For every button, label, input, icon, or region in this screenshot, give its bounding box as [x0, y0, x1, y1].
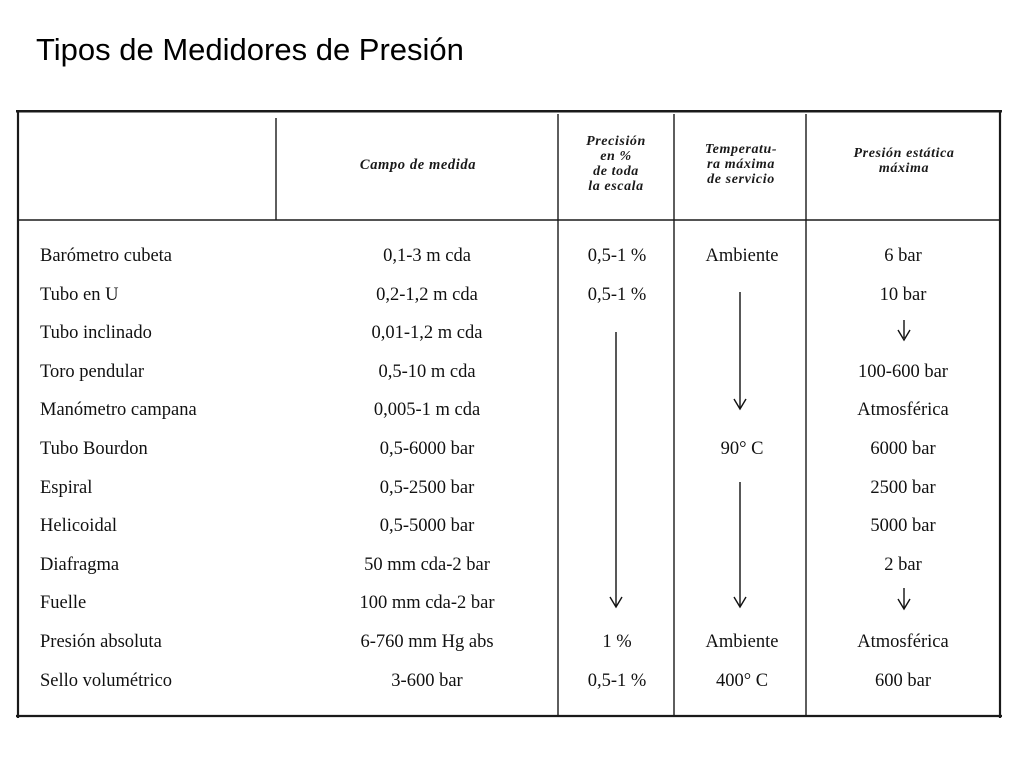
max-static-pressure: 10 bar — [879, 284, 927, 305]
precision-value: 1 % — [602, 632, 632, 652]
header-presion: Presión estática máxima — [853, 146, 955, 176]
instrument-name: Diafragma — [40, 554, 120, 575]
page-title: Tipos de Medidores de Presión — [36, 32, 464, 67]
down-arrow-icon — [734, 482, 746, 607]
max-static-pressure: 6000 bar — [870, 439, 936, 459]
max-temperature: Ambiente — [705, 246, 779, 266]
measurement-range: 0,1-3 m cda — [383, 246, 471, 266]
instrument-name: Fuelle — [40, 593, 87, 614]
measurement-range: 0,5-2500 bar — [379, 477, 475, 498]
precision-value: 0,5-1 % — [587, 284, 647, 305]
instrument-name: Sello volumétrico — [40, 670, 173, 691]
down-arrow-icon — [898, 320, 910, 340]
max-static-pressure: 2 bar — [884, 554, 922, 575]
max-temperature: Ambiente — [705, 632, 779, 652]
max-static-pressure: 5000 bar — [870, 516, 936, 537]
measurement-range: 0,5-10 m cda — [378, 361, 476, 382]
down-arrow-icon — [734, 292, 746, 409]
measurement-range: 0,5-5000 bar — [379, 516, 475, 537]
max-static-pressure: Atmosférica — [857, 400, 949, 421]
measurement-range: 6-760 mm Hg abs — [360, 632, 494, 652]
measurement-range: 0,5-6000 bar — [379, 439, 475, 459]
instrument-name: Helicoidal — [40, 516, 118, 537]
measurement-range: 0,2-1,2 m cda — [376, 284, 478, 305]
instrument-name: Toro pendular — [40, 361, 145, 382]
max-static-pressure: 2500 bar — [870, 477, 936, 498]
header-campo: Campo de medida — [359, 157, 477, 173]
header-temperatura: Temperatu- ra máxima de servicio — [704, 142, 778, 187]
instrument-name: Manómetro campana — [40, 400, 197, 421]
max-static-pressure: 100-600 bar — [858, 361, 948, 382]
max-static-pressure: Atmosférica — [857, 632, 949, 652]
instrument-name: Tubo Bourdon — [40, 439, 148, 459]
measurement-range: 3-600 bar — [391, 670, 463, 691]
max-static-pressure: 600 bar — [875, 670, 931, 691]
instrument-name: Barómetro cubeta — [40, 246, 173, 266]
measurement-range: 50 mm cda-2 bar — [364, 554, 490, 575]
measurement-range: 100 mm cda-2 bar — [359, 593, 495, 614]
down-arrow-icon — [898, 588, 910, 609]
precision-value: 0,5-1 % — [587, 246, 647, 266]
pressure-gauge-table — [16, 110, 1002, 718]
measurement-range: 0,005-1 m cda — [373, 400, 481, 421]
instrument-name: Presión absoluta — [40, 632, 162, 652]
down-arrow-icon — [610, 332, 622, 607]
instrument-name: Tubo en U — [40, 284, 119, 305]
max-temperature: 90° C — [720, 439, 764, 459]
max-static-pressure: 6 bar — [884, 246, 922, 266]
ditto-arrows — [16, 110, 1002, 718]
header-precision: Precisión en % de toda la escala — [586, 134, 646, 194]
max-temperature: 400° C — [715, 670, 769, 691]
measurement-range: 0,01-1,2 m cda — [371, 323, 483, 344]
instrument-name: Espiral — [40, 477, 93, 498]
precision-value: 0,5-1 % — [587, 670, 647, 691]
instrument-name: Tubo inclinado — [40, 323, 152, 344]
